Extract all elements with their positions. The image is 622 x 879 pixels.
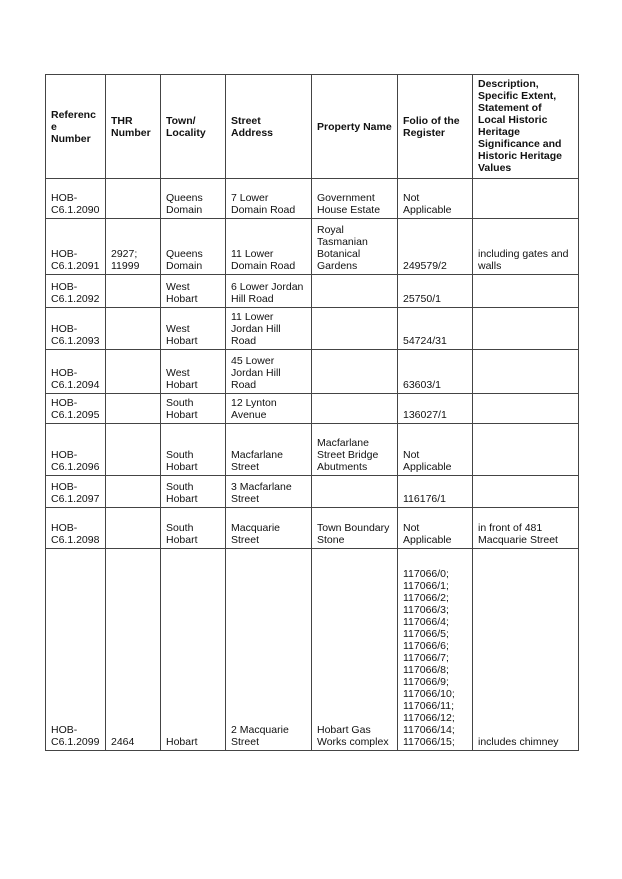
header-property-name: Property Name <box>312 75 398 179</box>
cell-ref: HOB- C6.1.2092 <box>46 275 106 308</box>
cell-thr: 2464 <box>106 549 161 751</box>
header-street-address: Street Address <box>226 75 312 179</box>
cell-thr <box>106 394 161 424</box>
cell-desc <box>473 350 579 394</box>
cell-street: 11 Lower Domain Road <box>226 219 312 275</box>
cell-thr <box>106 179 161 219</box>
cell-town: West Hobart <box>161 350 226 394</box>
cell-property: Town Boundary Stone <box>312 508 398 549</box>
header-folio: Folio of the Register <box>398 75 473 179</box>
cell-folio: 25750/1 <box>398 275 473 308</box>
cell-town: Queens Domain <box>161 219 226 275</box>
cell-street: 2 Macquarie Street <box>226 549 312 751</box>
cell-town: West Hobart <box>161 275 226 308</box>
cell-street: 45 Lower Jordan Hill Road <box>226 350 312 394</box>
cell-street: 12 Lynton Avenue <box>226 394 312 424</box>
cell-thr <box>106 508 161 549</box>
cell-thr <box>106 275 161 308</box>
table-row <box>46 394 579 424</box>
cell-town: South Hobart <box>161 394 226 424</box>
cell-folio: 116176/1 <box>398 476 473 508</box>
table-row <box>46 179 579 219</box>
cell-folio: Not Applicable <box>398 179 473 219</box>
cell-town: Hobart <box>161 549 226 751</box>
cell-property <box>312 275 398 308</box>
cell-desc <box>473 275 579 308</box>
cell-property <box>312 394 398 424</box>
table-row <box>46 549 579 751</box>
cell-folio: Not Applicable <box>398 508 473 549</box>
cell-folio: 54724/31 <box>398 308 473 350</box>
cell-property: Royal Tasmanian Botanical Gardens <box>312 219 398 275</box>
table-row <box>46 219 579 275</box>
cell-property <box>312 476 398 508</box>
table-row <box>46 308 579 350</box>
cell-ref: HOB- C6.1.2096 <box>46 424 106 476</box>
cell-desc <box>473 394 579 424</box>
cell-ref: HOB- C6.1.2090 <box>46 179 106 219</box>
cell-desc: includes chimney <box>473 549 579 751</box>
cell-town: West Hobart <box>161 308 226 350</box>
cell-street: 7 Lower Domain Road <box>226 179 312 219</box>
cell-town: South Hobart <box>161 476 226 508</box>
table-header-row <box>46 75 579 179</box>
header-town-locality: Town/ Locality <box>161 75 226 179</box>
header-description: Description, Specific Extent, Statement of Local Historic Heritage Significance and Historic Heritage Values <box>473 75 579 179</box>
cell-folio: 117066/0; 117066/1; 117066/2; 117066/3; 117066/4; 117066/5; 117066/6; 117066/7; 117066/8; 117066/9; 117066/10; 117066/11; 117066/12; 117066/14; 117066/15; <box>398 549 473 751</box>
cell-desc: including gates and walls <box>473 219 579 275</box>
header-reference-number: Reference Number <box>46 75 106 179</box>
cell-ref: HOB- C6.1.2094 <box>46 350 106 394</box>
cell-street: Macfarlane Street <box>226 424 312 476</box>
cell-street: Macquarie Street <box>226 508 312 549</box>
cell-desc <box>473 308 579 350</box>
cell-property <box>312 308 398 350</box>
table-row <box>46 476 579 508</box>
cell-property: Hobart Gas Works complex <box>312 549 398 751</box>
cell-thr <box>106 424 161 476</box>
cell-street: 11 Lower Jordan Hill Road <box>226 308 312 350</box>
cell-folio: 249579/2 <box>398 219 473 275</box>
cell-street: 3 Macfarlane Street <box>226 476 312 508</box>
header-thr-number: THR Number <box>106 75 161 179</box>
cell-desc <box>473 179 579 219</box>
cell-thr <box>106 476 161 508</box>
cell-folio: 63603/1 <box>398 350 473 394</box>
cell-ref: HOB- C6.1.2099 <box>46 549 106 751</box>
cell-ref: HOB- C6.1.2091 <box>46 219 106 275</box>
table-row <box>46 275 579 308</box>
cell-desc <box>473 476 579 508</box>
cell-folio: Not Applicable <box>398 424 473 476</box>
table-row <box>46 508 579 549</box>
cell-town: Queens Domain <box>161 179 226 219</box>
cell-thr <box>106 350 161 394</box>
cell-thr <box>106 308 161 350</box>
cell-property: Government House Estate <box>312 179 398 219</box>
table-row <box>46 350 579 394</box>
cell-thr: 2927; 11999 <box>106 219 161 275</box>
cell-desc <box>473 424 579 476</box>
cell-ref: HOB- C6.1.2098 <box>46 508 106 549</box>
cell-property <box>312 350 398 394</box>
cell-desc: in front of 481 Macquarie Street <box>473 508 579 549</box>
cell-property: Macfarlane Street Bridge Abutments <box>312 424 398 476</box>
cell-town: South Hobart <box>161 508 226 549</box>
cell-street: 6 Lower Jordan Hill Road <box>226 275 312 308</box>
table-row <box>46 424 579 476</box>
heritage-register-table <box>45 74 579 751</box>
cell-town: South Hobart <box>161 424 226 476</box>
cell-ref: HOB- C6.1.2097 <box>46 476 106 508</box>
cell-ref: HOB- C6.1.2095 <box>46 394 106 424</box>
cell-folio: 136027/1 <box>398 394 473 424</box>
cell-ref: HOB- C6.1.2093 <box>46 308 106 350</box>
